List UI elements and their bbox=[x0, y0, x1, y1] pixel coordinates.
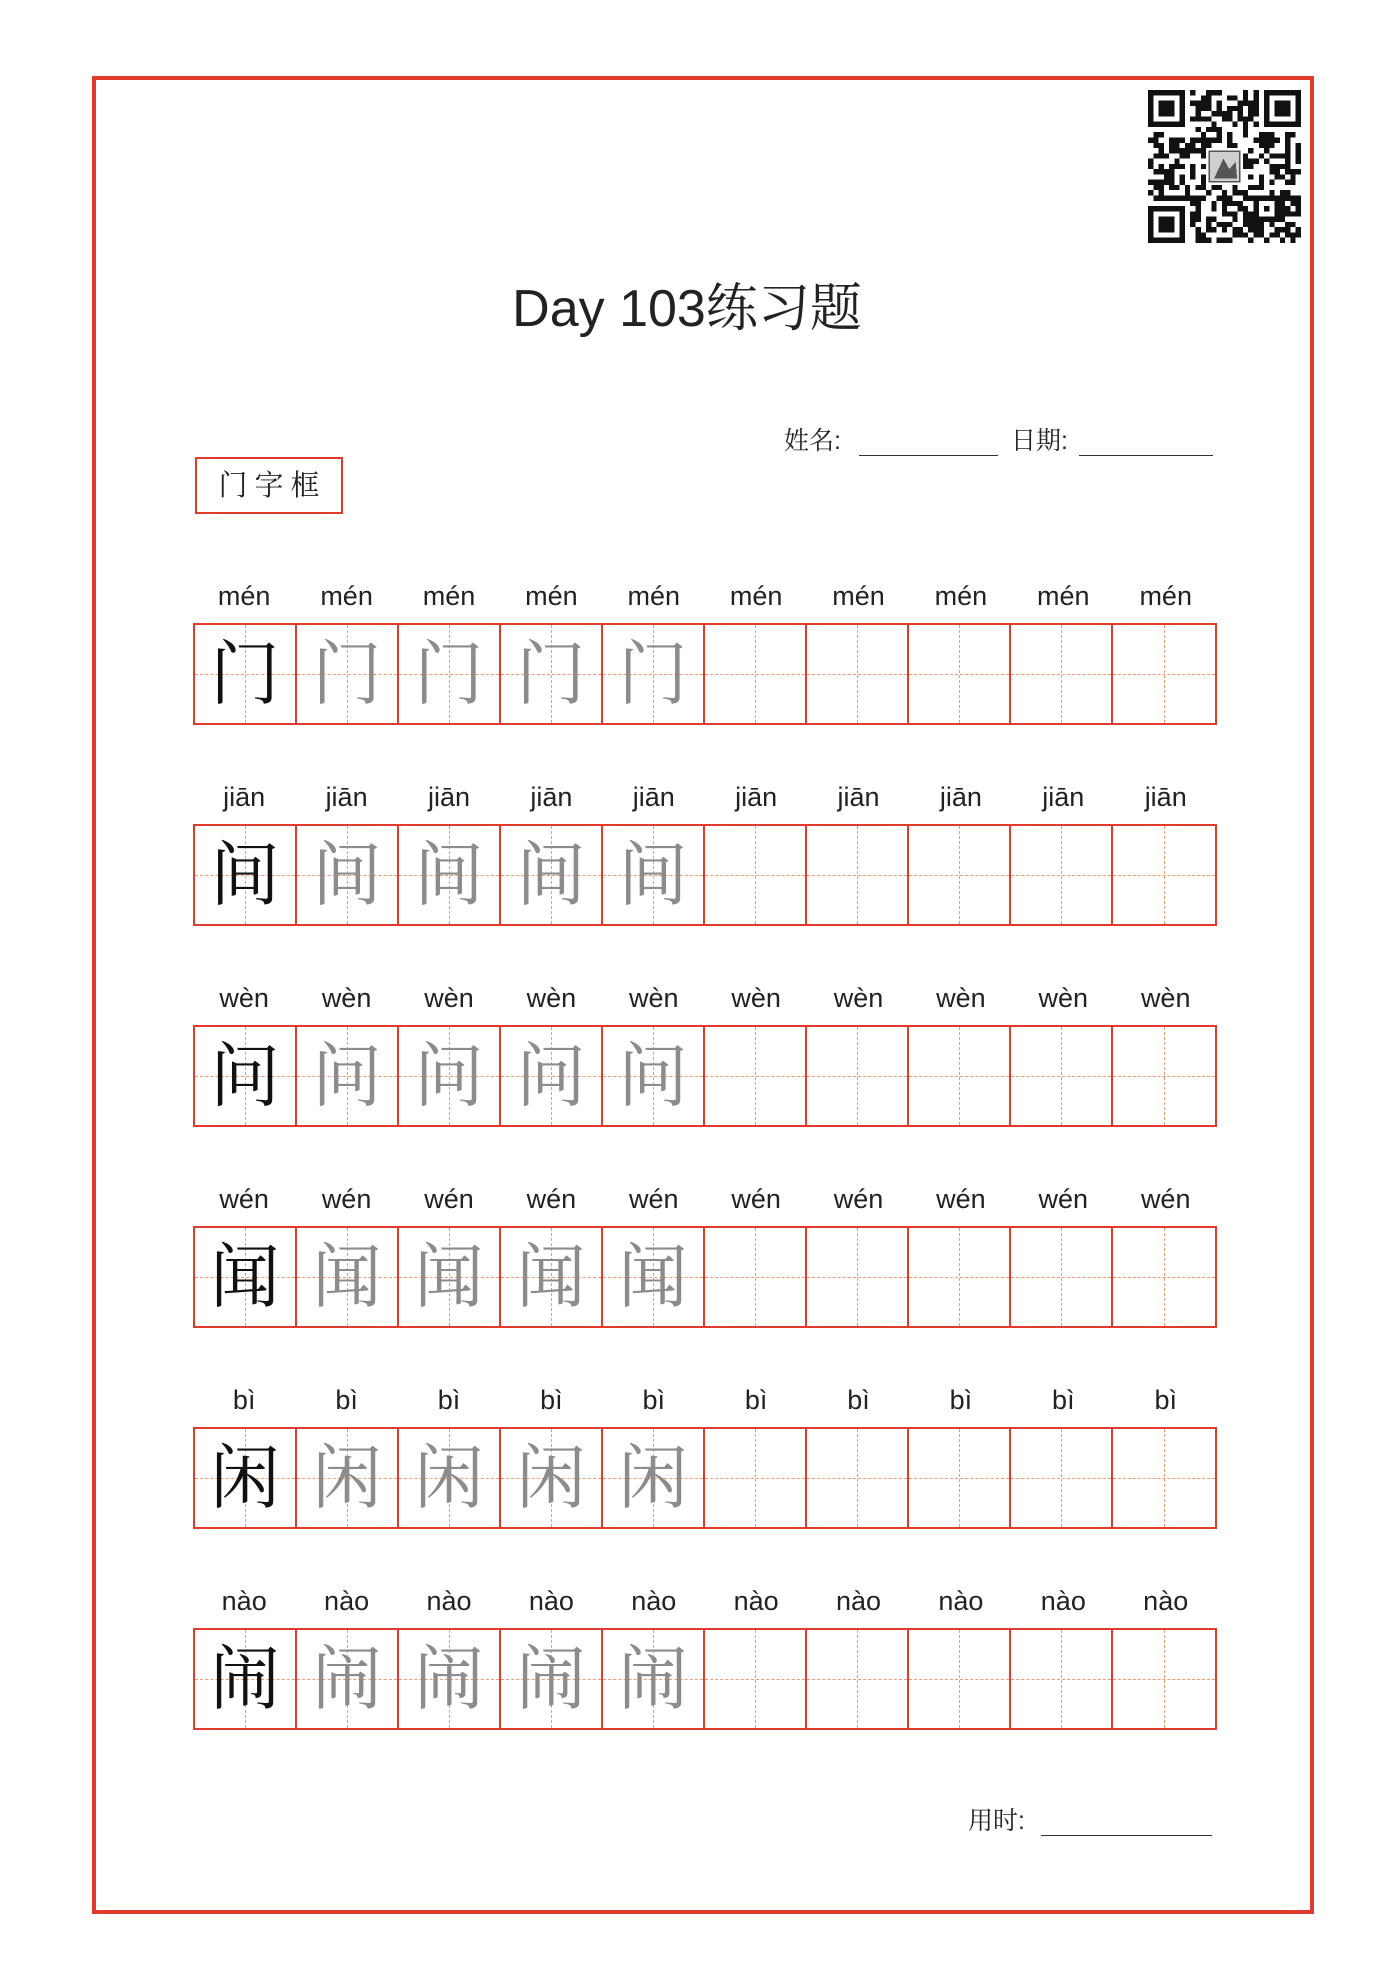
date-blank bbox=[1079, 429, 1213, 456]
blank-practice-cell bbox=[1113, 1228, 1215, 1326]
pinyin-label: wèn bbox=[219, 983, 269, 1013]
name-date-line bbox=[784, 418, 1213, 456]
model-character: 闲 bbox=[210, 1437, 280, 1519]
trace-cell bbox=[297, 625, 399, 723]
blank-practice-cell bbox=[1011, 1630, 1113, 1728]
pinyin-label: bì bbox=[1052, 1385, 1075, 1415]
qr-code-icon bbox=[1148, 90, 1301, 243]
practice-grid-row bbox=[193, 1226, 1217, 1328]
trace-cell bbox=[399, 1630, 501, 1728]
trace-cell bbox=[501, 1630, 603, 1728]
blank-practice-cell bbox=[705, 826, 807, 924]
pinyin-label: bì bbox=[642, 1385, 666, 1415]
trace-cell bbox=[603, 826, 705, 924]
pinyin-label: jiān bbox=[1042, 782, 1085, 812]
blank-practice-cell bbox=[705, 1027, 807, 1125]
trace-cell bbox=[501, 826, 603, 924]
trace-character: 闻 bbox=[414, 1236, 484, 1318]
pinyin-label: bì bbox=[949, 1385, 973, 1415]
blank-practice-cell bbox=[909, 826, 1011, 924]
name-blank bbox=[859, 429, 998, 456]
pinyin-label: wèn bbox=[526, 983, 577, 1013]
pinyin-label: jiān bbox=[632, 782, 675, 812]
pinyin-label: mén bbox=[934, 581, 988, 611]
blank-practice-cell bbox=[1113, 1027, 1215, 1125]
pinyin-label: jiān bbox=[837, 782, 880, 812]
pinyin-label: jiān bbox=[530, 782, 573, 812]
pinyin-label: wèn bbox=[1140, 983, 1191, 1013]
trace-character: 闻 bbox=[312, 1236, 382, 1318]
practice-grid-row bbox=[193, 824, 1217, 926]
model-cell bbox=[195, 1027, 297, 1125]
trace-cell bbox=[603, 1228, 705, 1326]
trace-character: 闻 bbox=[618, 1236, 688, 1318]
blank-practice-cell bbox=[1011, 1228, 1113, 1326]
model-character: 间 bbox=[210, 834, 280, 916]
trace-cell bbox=[399, 625, 501, 723]
trace-character: 闲 bbox=[414, 1437, 484, 1519]
pinyin-row bbox=[193, 1584, 1217, 1618]
pinyin-label: bì bbox=[232, 1385, 256, 1415]
model-cell bbox=[195, 1228, 297, 1326]
pinyin-label: wén bbox=[219, 1184, 269, 1214]
trace-character: 闹 bbox=[312, 1638, 382, 1720]
pinyin-label: jiān bbox=[939, 782, 982, 812]
trace-character: 门 bbox=[312, 633, 382, 715]
pinyin-label: bì bbox=[335, 1385, 358, 1415]
blank-practice-cell bbox=[1011, 1429, 1113, 1527]
model-character: 闻 bbox=[210, 1236, 280, 1318]
practice-grid-row bbox=[193, 623, 1217, 725]
blank-practice-cell bbox=[1113, 826, 1215, 924]
pinyin-label: nào bbox=[631, 1586, 677, 1616]
pinyin-label: bì bbox=[437, 1385, 461, 1415]
pinyin-label: bì bbox=[847, 1385, 870, 1415]
pinyin-label: nào bbox=[528, 1586, 574, 1616]
trace-cell bbox=[399, 1228, 501, 1326]
practice-grid-row bbox=[193, 1628, 1217, 1730]
pinyin-label: bì bbox=[1154, 1385, 1177, 1415]
trace-character: 问 bbox=[618, 1035, 688, 1117]
blank-practice-cell bbox=[807, 1429, 909, 1527]
blank-practice-cell bbox=[705, 1630, 807, 1728]
pinyin-label: nào bbox=[733, 1586, 779, 1616]
practice-grid-row bbox=[193, 1427, 1217, 1529]
trace-character: 间 bbox=[414, 834, 484, 916]
trace-character: 间 bbox=[312, 834, 382, 916]
trace-character: 间 bbox=[618, 834, 688, 916]
pinyin-label: wén bbox=[833, 1184, 884, 1214]
blank-practice-cell bbox=[1011, 826, 1113, 924]
pinyin-label: jiān bbox=[735, 782, 778, 812]
pinyin-label: mén bbox=[627, 581, 681, 611]
blank-practice-cell bbox=[1113, 1630, 1215, 1728]
pinyin-label: wén bbox=[1140, 1184, 1191, 1214]
blank-practice-cell bbox=[909, 1228, 1011, 1326]
trace-cell bbox=[603, 1027, 705, 1125]
page-title: Day 103练习题 bbox=[512, 280, 862, 338]
trace-cell bbox=[297, 826, 399, 924]
trace-character: 门 bbox=[516, 633, 586, 715]
pinyin-label: nào bbox=[324, 1586, 370, 1616]
pinyin-row bbox=[193, 780, 1217, 814]
model-cell bbox=[195, 1630, 297, 1728]
time-label: 用时: bbox=[968, 1807, 1025, 1835]
blank-practice-cell bbox=[807, 1027, 909, 1125]
model-character: 门 bbox=[210, 633, 280, 715]
pinyin-label: mén bbox=[1139, 581, 1192, 611]
pinyin-label: wèn bbox=[1038, 983, 1089, 1013]
name-label: 姓名: bbox=[784, 427, 841, 455]
pinyin-label: mén bbox=[1037, 581, 1090, 611]
pinyin-label: jiān bbox=[427, 782, 470, 812]
pinyin-label: mén bbox=[320, 581, 373, 611]
trace-cell bbox=[501, 1228, 603, 1326]
blank-practice-cell bbox=[705, 1228, 807, 1326]
trace-cell bbox=[501, 1027, 603, 1125]
trace-cell bbox=[399, 1429, 501, 1527]
trace-cell bbox=[399, 1027, 501, 1125]
trace-cell bbox=[603, 625, 705, 723]
pinyin-label: wén bbox=[526, 1184, 577, 1214]
model-cell bbox=[195, 1429, 297, 1527]
pinyin-row bbox=[193, 1182, 1217, 1216]
blank-practice-cell bbox=[909, 1429, 1011, 1527]
trace-character: 闲 bbox=[312, 1437, 382, 1519]
pinyin-label: mén bbox=[422, 581, 476, 611]
model-character: 问 bbox=[210, 1035, 280, 1117]
trace-cell bbox=[603, 1429, 705, 1527]
trace-character: 闻 bbox=[516, 1236, 586, 1318]
blank-practice-cell bbox=[705, 625, 807, 723]
practice-grid-row bbox=[193, 1025, 1217, 1127]
pinyin-label: mén bbox=[217, 581, 271, 611]
pinyin-label: nào bbox=[836, 1586, 882, 1616]
blank-practice-cell bbox=[807, 625, 909, 723]
blank-practice-cell bbox=[807, 1630, 909, 1728]
pinyin-label: nào bbox=[938, 1586, 984, 1616]
trace-character: 闲 bbox=[516, 1437, 586, 1519]
blank-practice-cell bbox=[1113, 1429, 1215, 1527]
pinyin-label: nào bbox=[1143, 1586, 1189, 1616]
pinyin-label: jiān bbox=[1144, 782, 1187, 812]
pinyin-label: mén bbox=[729, 581, 783, 611]
blank-practice-cell bbox=[909, 625, 1011, 723]
pinyin-label: wén bbox=[936, 1184, 986, 1214]
model-character: 闹 bbox=[210, 1638, 280, 1720]
trace-cell bbox=[297, 1630, 399, 1728]
pinyin-label: wén bbox=[424, 1184, 474, 1214]
blank-practice-cell bbox=[909, 1630, 1011, 1728]
trace-cell bbox=[399, 826, 501, 924]
time-blank bbox=[1041, 1809, 1212, 1836]
pinyin-label: mén bbox=[525, 581, 578, 611]
trace-character: 闹 bbox=[618, 1638, 688, 1720]
pinyin-label: mén bbox=[832, 581, 885, 611]
blank-practice-cell bbox=[909, 1027, 1011, 1125]
blank-practice-cell bbox=[807, 1228, 909, 1326]
pinyin-row bbox=[193, 579, 1217, 613]
time-line bbox=[968, 1800, 1212, 1836]
trace-cell bbox=[501, 1429, 603, 1527]
trace-character: 闲 bbox=[618, 1437, 688, 1519]
pinyin-label: bì bbox=[540, 1385, 563, 1415]
pinyin-label: wèn bbox=[833, 983, 884, 1013]
radical-frame-label: 门字框 bbox=[195, 457, 343, 514]
pinyin-row bbox=[193, 1383, 1217, 1417]
pinyin-label: wèn bbox=[731, 983, 781, 1013]
trace-character: 问 bbox=[414, 1035, 484, 1117]
trace-cell bbox=[297, 1228, 399, 1326]
trace-cell bbox=[297, 1027, 399, 1125]
pinyin-label: wèn bbox=[321, 983, 372, 1013]
trace-cell bbox=[297, 1429, 399, 1527]
date-label: 日期: bbox=[1010, 427, 1068, 455]
blank-practice-cell bbox=[807, 826, 909, 924]
trace-character: 门 bbox=[414, 633, 484, 715]
blank-practice-cell bbox=[1011, 625, 1113, 723]
pinyin-label: jiān bbox=[325, 782, 368, 812]
pinyin-label: nào bbox=[426, 1586, 472, 1616]
pinyin-label: nào bbox=[1040, 1586, 1086, 1616]
blank-practice-cell bbox=[1011, 1027, 1113, 1125]
trace-character: 门 bbox=[618, 633, 688, 715]
model-cell bbox=[195, 625, 297, 723]
pinyin-label: bì bbox=[744, 1385, 768, 1415]
pinyin-label: wèn bbox=[936, 983, 986, 1013]
pinyin-row bbox=[193, 981, 1217, 1015]
trace-character: 问 bbox=[516, 1035, 586, 1117]
pinyin-label: wèn bbox=[424, 983, 474, 1013]
pinyin-label: wén bbox=[628, 1184, 679, 1214]
trace-character: 问 bbox=[312, 1035, 382, 1117]
pinyin-label: wén bbox=[731, 1184, 781, 1214]
pinyin-label: wèn bbox=[628, 983, 679, 1013]
pinyin-label: nào bbox=[221, 1586, 267, 1616]
trace-character: 闹 bbox=[414, 1638, 484, 1720]
pinyin-label: wén bbox=[321, 1184, 372, 1214]
trace-character: 间 bbox=[516, 834, 586, 916]
trace-cell bbox=[603, 1630, 705, 1728]
pinyin-label: wén bbox=[1038, 1184, 1089, 1214]
blank-practice-cell bbox=[705, 1429, 807, 1527]
pinyin-label: jiān bbox=[223, 782, 266, 812]
model-cell bbox=[195, 826, 297, 924]
blank-practice-cell bbox=[1113, 625, 1215, 723]
trace-cell bbox=[501, 625, 603, 723]
trace-character: 闹 bbox=[516, 1638, 586, 1720]
